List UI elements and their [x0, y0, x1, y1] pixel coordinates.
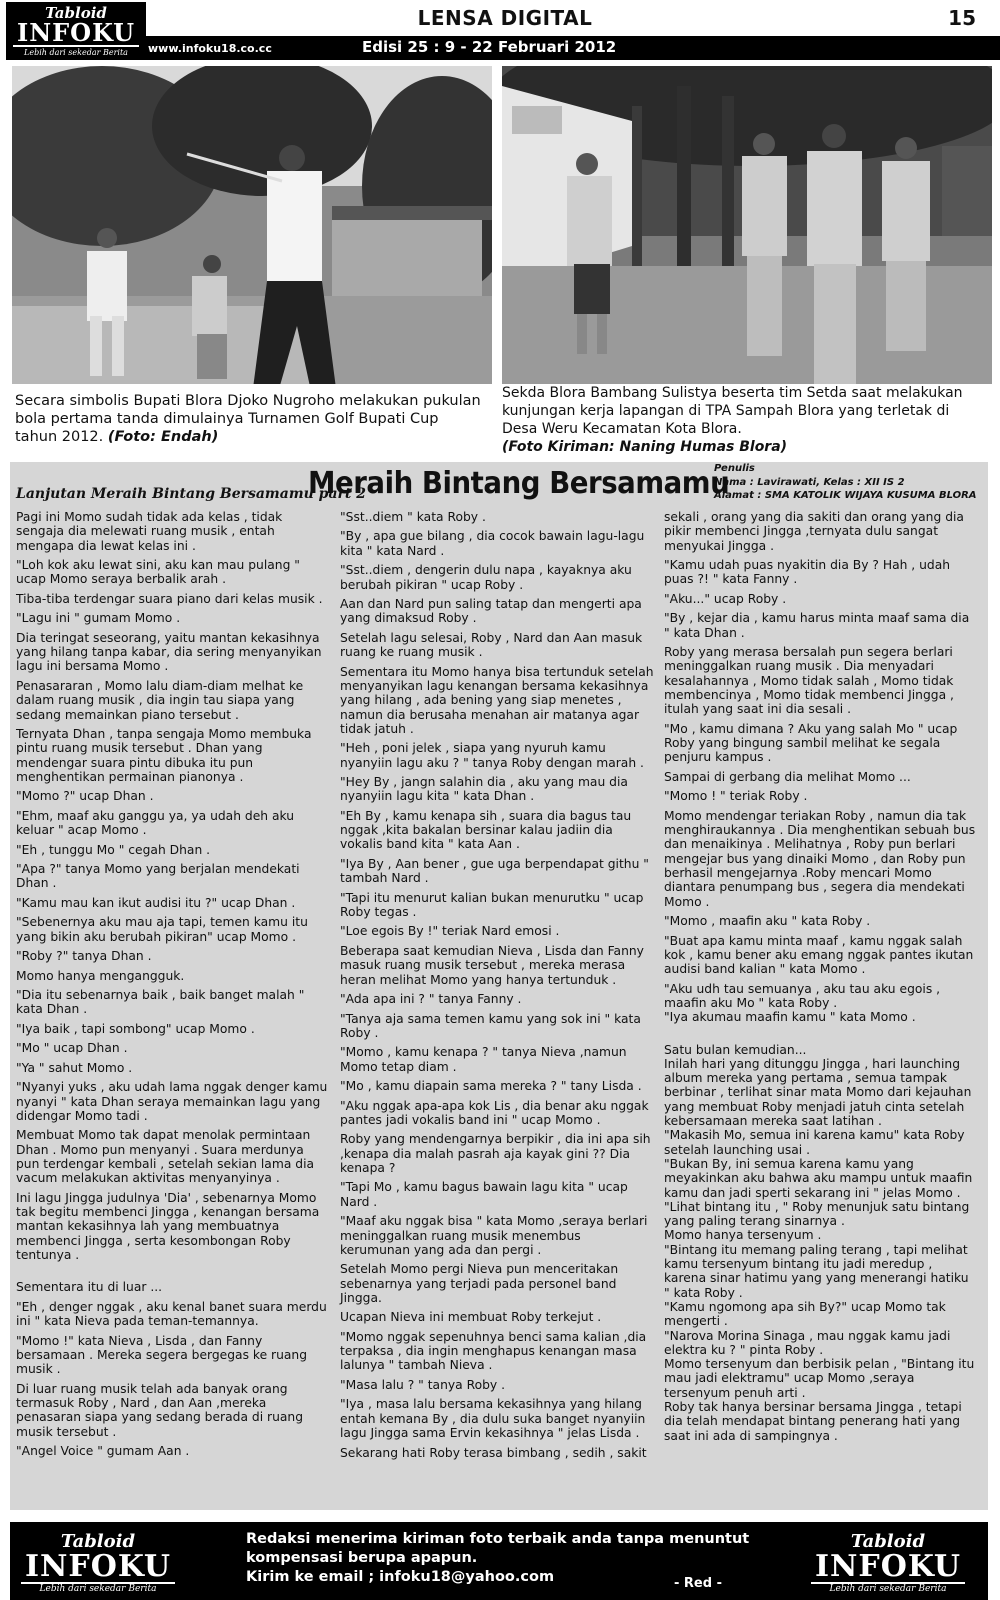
notice-line: Redaksi menerima kiriman foto terbaik anda tanpa menuntut: [246, 1531, 750, 1547]
paragraph: "Ya " sahut Momo .: [16, 1060, 133, 1075]
paragraph: Dia teringat seseorang, yaitu mantan kekasihnya yang hilang tanpa kabar, dia sering menyanyikan lagu ini bersama Momo .: [16, 630, 322, 674]
logo-top-text: Tabloid: [60, 1531, 136, 1552]
paragraph: "Angel Voice " gumam Aan .: [16, 1444, 190, 1459]
paragraph: "By , kejar dia , kamu harus minta maaf sama dia " kata Dhan .: [664, 611, 970, 640]
byline-name: Nama : Lavirawati, Kelas : XII IS 2: [714, 476, 905, 488]
paragraph: "Lihat bintang itu , " Roby menunjuk satu bintang yang paling terang sinarnya .: [664, 1199, 970, 1229]
paragraph: Roby tak hanya bersinar bersama Jingga , tetapi dia telah mendapat bintang penerang hati yang saat ini ada di sampingnya .: [664, 1399, 962, 1443]
notice-line: kompensasi berupa apapun.: [246, 1550, 478, 1566]
article-column-3: [664, 510, 978, 1443]
paragraph: "Bukan By, ini semua karena kamu yang meyakinkan aku bahwa aku mampu untuk maafin kamu dan jadi sperti sekarang ini " jelas Momo .: [664, 1156, 973, 1200]
article-kicker: Lanjutan Meraih Bintang Bersamamu part 2: [16, 486, 366, 502]
paragraph: sekali , orang yang dia sakiti dan orang yang dia pikir membenci Jingga ,ternyata dulu sangat menyukai Jingga .: [664, 510, 964, 553]
paragraph: "Iya By , Aan bener , gue uga berpendapat githu " tambah Nard .: [340, 856, 649, 886]
article-headline: Meraih Bintang Bersamamu: [308, 466, 730, 501]
paragraph: Momo hanya tersenyum .: [664, 1228, 822, 1243]
notice-email: Kirim ke email ; infoku18@yahoo.com: [246, 1569, 555, 1585]
editor-signoff: - Red -: [674, 1576, 722, 1591]
article-column-2: [340, 510, 654, 1465]
paragraph: "Sst..diem " kata Roby .: [340, 510, 486, 524]
paragraph: "Momo ! " teriak Roby .: [664, 789, 808, 804]
paragraph: "Hey By , jangn salahin dia , aku yang mau dia nyanyiin lagu kita " kata Dhan .: [340, 775, 628, 804]
paragraph: Sementara itu di luar ...: [16, 1280, 163, 1295]
logo-tagline: Lebih dari sekedar Berita: [39, 1584, 157, 1594]
paragraph: "Bintang itu memang paling terang , tapi melihat kamu tersenyum bintang itu jadi meredup , karena sinar hatimu yang yang menerangi hatiku " kata Roby .: [664, 1242, 969, 1300]
paragraph: "By , apa gue bilang , dia cocok bawain lagu-lagu kita " kata Nard .: [340, 529, 645, 558]
paragraph: Inilah hari yang ditunggu Jingga , hari launching album mereka yang pertama , semua tampak berbinar , terlihat sinar mata Momo dari kejauhan yang membuat Roby menjadi jatuh cinta setelah kebersamaan mereka saat latihan .: [664, 1056, 972, 1129]
paragraph: "Ada apa ini ? " tanya Fanny .: [340, 992, 522, 1007]
paragraph: Ini lagu Jingga judulnya 'Dia' , sebenarnya Momo tak begitu membenci Jingga , kenangan bersama mantan kekasihnya lah yang membuatnya membenci Jingga , serta kesombongan Roby tentunya .: [16, 1190, 320, 1262]
paragraph: Setelah lagu selesai, Roby , Nard dan Aan masuk ruang ke ruang musik .: [340, 630, 643, 660]
paragraph: "Aku udh tau semuanya , aku tau aku egois , maafin aku Mo " kata Roby .: [664, 981, 941, 1010]
paragraph: "Kamu ngomong apa sih By?" ucap Momo tak mengerti .: [664, 1299, 946, 1329]
landfill-visit-photo: [502, 66, 992, 384]
paragraph: "Maaf aku nggak bisa " kata Momo ,seraya berlari meninggalkan ruang musik menembus kerumunan yang ada dan pergi .: [340, 1214, 648, 1257]
photo-credit: (Foto: Endah): [107, 429, 219, 445]
paragraph: Beberapa saat kemudian Nieva , Lisda dan Fanny masuk ruang musik tersebut , mereka merasa heran melihat Momo yang hanya tertunduk .: [340, 943, 644, 987]
paragraph: "Makasih Mo, semua ini karena kamu" kata Roby setelah launching usai .: [664, 1128, 965, 1157]
paragraph: "Loe egois By !" teriak Nard emosi .: [340, 924, 560, 939]
paragraph: "Loh kok aku lewat sini, aku kan mau pulang " ucap Momo seraya berbalik arah .: [16, 558, 300, 587]
paragraph: Satu bulan kemudian...: [664, 1042, 807, 1057]
paragraph: "Ehm, maaf aku ganggu ya, ya udah deh aku keluar " acap Momo .: [16, 808, 295, 838]
paragraph: "Heh , poni jelek , siapa yang nyuruh kamu nyanyiin lagu aku ? " tanya Roby dengan marah .: [340, 741, 644, 770]
paragraph: "Iya akumau maafin kamu " kata Momo .: [664, 1010, 916, 1025]
paragraph: "Nyanyi yuks , aku udah lama nggak denger kamu nyanyi " kata Dhan seraya memainkan lagu yang didengar Momo tadi .: [16, 1080, 328, 1123]
caption-text: Sekda Blora Bambang Sulistya beserta tim Setda saat melakukan kunjungan kerja lapangan di TPA Sampah Blora yang terletak di Desa Weru Kecamatan Kota Blora.: [502, 385, 963, 437]
website-url: www.infoku18.co.cc: [148, 42, 272, 55]
logo-tagline: Lebih dari sekedar Berita: [829, 1584, 947, 1594]
logo-top-text: Tabloid: [45, 4, 107, 22]
photo-caption-1: [15, 392, 485, 446]
logo-tagline: Lebih dari sekedar Berita: [24, 48, 128, 57]
paragraph: "Mo " ucap Dhan .: [16, 1041, 128, 1056]
edition-info: Edisi 25 : 9 - 22 Februari 2012: [362, 38, 617, 56]
paragraph: Roby yang merasa bersalah pun segera berlari meninggalkan ruang musik . Dia menyadari kesalahannya , Momo tidak salah , Momo tidak membencinya , Momo tidak membenci Jingga , itulah yang saat ini dia sesali .: [664, 645, 954, 717]
byline-label: Penulis: [714, 463, 755, 474]
paragraph: "Tapi Mo , kamu bagus bawain lagu kita " ucap Nard .: [340, 1180, 628, 1209]
paragraph: Momo tersenyum dan berbisik pelan , "Bintang itu mau jadi elektramu" ucap Momo ,seraya tersenyum penuh arti .: [664, 1357, 975, 1400]
paragraph: Setelah Momo pergi Nieva pun menceritakan sebenarnya yang terjadi pada personel band Jingga.: [340, 1262, 619, 1305]
logo-main-text: INFOKU: [13, 21, 139, 47]
paragraph: Aan dan Nard pun saling tatap dan mengerti apa yang dimaksud Roby .: [340, 597, 642, 626]
paragraph: "Iya baik , tapi sombong" ucap Momo .: [16, 1021, 255, 1036]
paragraph: Tiba-tiba terdengar suara piano dari kelas musik .: [16, 591, 323, 606]
paragraph: Penasararan , Momo lalu diam-diam melhat ke dalam ruang musik , dia ingin tau siapa yang sedang memainkan piano tersebut .: [16, 678, 304, 722]
paragraph: "Mo , kamu diapain sama mereka ? " tany Lisda .: [340, 1079, 642, 1094]
logo-top-text: Tabloid: [850, 1531, 926, 1552]
paragraph: Momo mendengar teriakan Roby , namun dia tak menghiraukannya . Dia menghentikan sebuah bus dan menaikinya . Melihatnya , Roby pun berlari mengejar bus yang dinaiki Momo , dan Roby pun berhasil mengejarnya .Roby mencari Momo diantara penumpang bus , segera dia mendekati Momo .: [664, 808, 976, 909]
footer-logo-left: [16, 1528, 180, 1600]
paragraph: Pagi ini Momo sudah tidak ada kelas , tidak sengaja dia melewati ruang musik , entah mengapa dia lewat kelas ini .: [16, 510, 283, 553]
article-panel: [10, 462, 988, 1510]
author-byline: [714, 462, 977, 503]
article-column-1: [16, 510, 330, 1464]
golf-photo: [12, 66, 492, 384]
photo-credit: (Foto Kiriman: Naning Humas Blora): [502, 439, 788, 455]
section-title: LENSA DIGITAL: [417, 6, 593, 30]
logo-main-text: INFOKU: [811, 1552, 965, 1584]
paragraph: "Momo , kamu kenapa ? " tanya Nieva ,namun Momo tetap diam .: [340, 1045, 627, 1074]
paragraph: Sementara itu Momo hanya bisa tertunduk setelah menyanyikan lagu kenangan bersama kekasihnya yang hilang , ada bening yang siap menetes , namun dia berusaha menahan air matanya agar tidak jatuh .: [340, 664, 654, 736]
paragraph: "Apa ?" tanya Momo yang berjalan mendekati Dhan .: [16, 862, 300, 891]
paragraph: "Dia itu sebenarnya baik , baik banget malah " kata Dhan .: [16, 988, 305, 1017]
paragraph: "Tanya aja sama temen kamu yang sok ini " kata Roby .: [340, 1011, 641, 1040]
paragraph: "Tapi itu menurut kalian bukan menurutku " ucap Roby tegas .: [340, 890, 644, 919]
paragraph: Membuat Momo tak dapat menolak permintaan Dhan . Momo pun menyanyi . Suara merdunya pun terdengar kembali , setelah sekian lama dia vacum melakukan aktivitas menyanyinya .: [16, 1128, 315, 1186]
page-number: 15: [948, 6, 976, 30]
logo-main-text: INFOKU: [21, 1552, 175, 1584]
paragraph: "Sebenernya aku mau aja tapi, temen kamu itu yang bikin aku berubah pikiran" ucap Momo .: [16, 915, 308, 944]
paragraph: "Roby ?" tanya Dhan .: [16, 949, 152, 964]
paragraph: "Buat apa kamu minta maaf , kamu nggak salah kok , kamu bener aku emang nggak pantes ikutan audisi band kalian " kata Momo .: [664, 933, 974, 977]
paragraph: "Aku..." ucap Roby .: [664, 591, 787, 606]
byline-address: Alamat : SMA KATOLIK WIJAYA KUSUMA BLORA: [714, 490, 977, 501]
footer-banner: [10, 1522, 988, 1600]
paragraph: Roby yang mendengarnya berpikir , dia ini apa sih ,kenapa dia malah pasrah aja kayak gini ?? Dia kenapa ?: [340, 1132, 651, 1175]
paragraph: "Iya , masa lalu bersama kekasihnya yang hilang entah kemana By , dia dulu suka banget nyanyiin lagu Jingga sama Ervin kekasihnya " jelas Lisda .: [340, 1397, 646, 1441]
paragraph: "Lagu ini " gumam Momo .: [16, 611, 181, 626]
caption-text: Secara simbolis Bupati Blora Djoko Nugroho melakukan pukulan bola pertama tanda dimulainya Turnamen Golf Bupati Cup tahun 2012.: [15, 393, 481, 445]
paragraph: "Sst..diem , dengerin dulu napa , kayaknya aku berubah pikiran " ucap Roby .: [340, 563, 632, 592]
paragraph: "Masa lalu ? " tanya Roby .: [340, 1377, 506, 1392]
footer-logo-right: [806, 1528, 970, 1600]
paragraph: "Momo !" kata Nieva , Lisda , dan Fanny bersamaan . Mereka segera bergegas ke ruang musik .: [16, 1333, 308, 1377]
paragraph: Ucapan Nieva ini membuat Roby terkejut .: [340, 1310, 602, 1325]
paragraph: "Kamu mau kan ikut audisi itu ?" ucap Dhan .: [16, 895, 296, 910]
paragraph: "Mo , kamu dimana ? Aku yang salah Mo " ucap Roby yang bingung sambil melihat ke segala penjuru kampus .: [664, 721, 958, 765]
paragraph: Sampai di gerbang dia melihat Momo ...: [664, 769, 911, 784]
paragraph: "Eh , tunggu Mo " cegah Dhan .: [16, 842, 211, 857]
masthead-logo: [6, 2, 146, 60]
paragraph: "Narova Morina Sinaga , mau nggak kamu jadi elektra ku ? " pinta Roby .: [664, 1328, 951, 1357]
header-bar: [146, 36, 1000, 60]
paragraph: "Momo ?" ucap Dhan .: [16, 789, 154, 804]
paragraph: "Momo nggak sepenuhnya benci sama kalian ,dia terpaksa , dia ingin menghapus kenangan masa lalunya " tambah Nieva .: [340, 1329, 647, 1373]
paragraph: "Momo , maafin aku " kata Roby .: [664, 914, 871, 929]
paragraph: "Eh , denger nggak , aku kenal banet suara merdu ini " kata Nieva pada teman-temannya.: [16, 1299, 327, 1329]
paragraph: Di luar ruang musik telah ada banyak orang termasuk Roby , Nard , dan Aan ,mereka penasaran siapa yang sedang berada di ruang musik tersebut .: [16, 1381, 304, 1439]
paragraph: Momo hanya mengangguk.: [16, 968, 185, 983]
photo-caption-2: [502, 384, 982, 456]
paragraph: Sekarang hati Roby terasa bimbang , sedih , sakit: [340, 1445, 647, 1460]
paragraph: Ternyata Dhan , tanpa sengaja Momo membuka pintu ruang musik tersebut . Dhan yang mendengar suara pintu dibuka itu pun menghentikan permainan pianonya .: [16, 726, 312, 784]
paragraph: "Kamu udah puas nyakitin dia By ? Hah , udah puas ?! " kata Fanny .: [664, 558, 951, 587]
paragraph: "Aku nggak apa-apa kok Lis , dia benar aku nggak pantes jadi vokalis band ini " ucap Momo .: [340, 1098, 649, 1127]
paragraph: "Eh By , kamu kenapa sih , suara dia bagus tau nggak ,kita bakalan bersinar kalau jadiin dia vokalis band kita " kata Aan .: [340, 808, 632, 852]
